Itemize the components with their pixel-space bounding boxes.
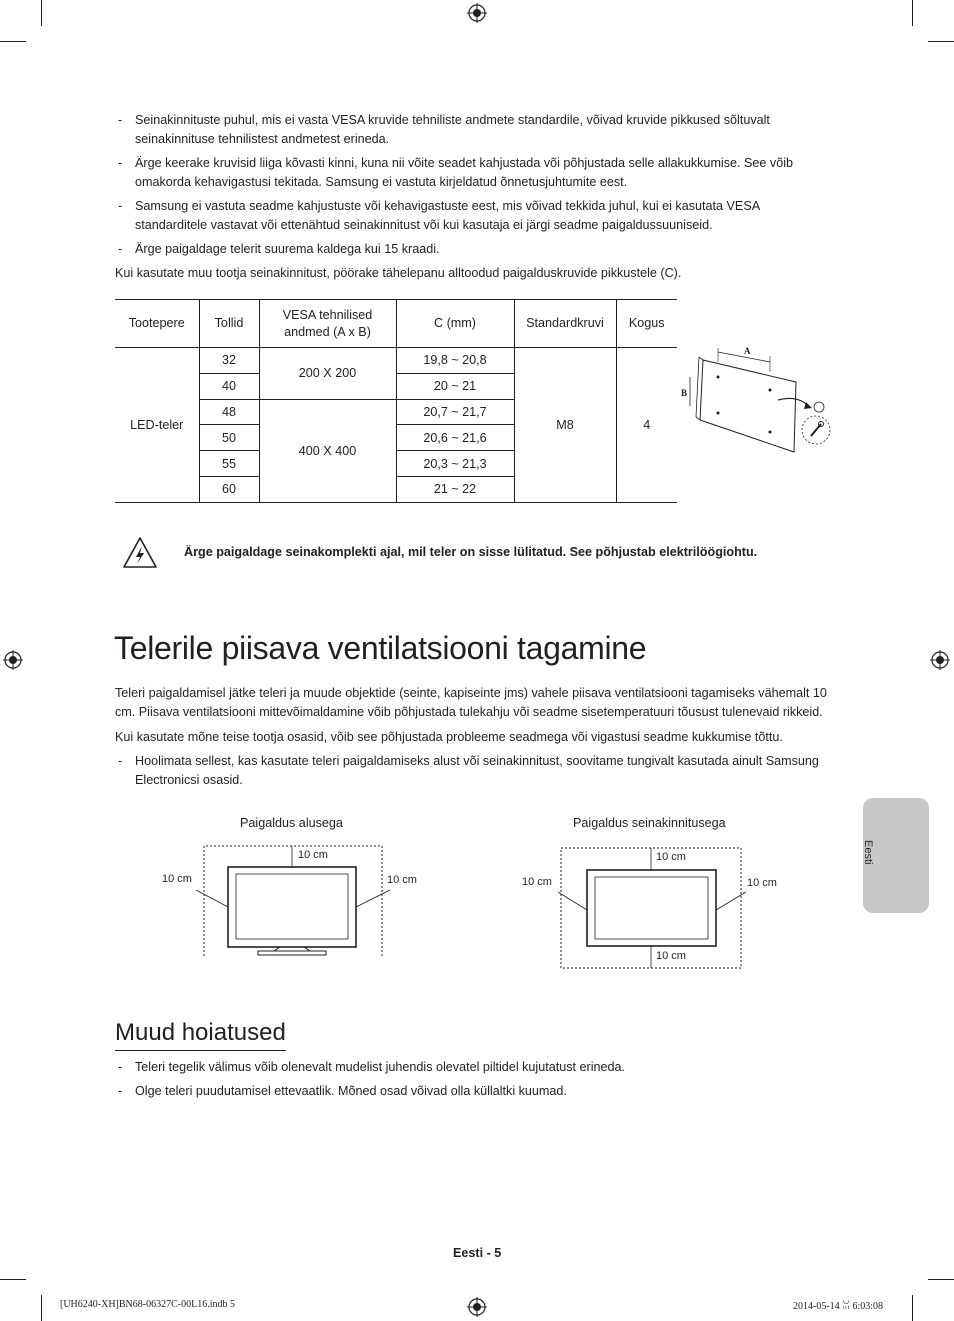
table-header: C (mm) [396,300,514,348]
table-cell: 40 [199,373,259,399]
crop-mark [928,41,954,42]
vesa-spec-table [115,299,677,503]
crop-mark [41,0,42,26]
table-header: Kogus [616,300,677,348]
table-header-row [115,300,677,348]
stand-install-label: Paigaldus alusega [240,816,343,830]
clearance-label: 10 cm [656,950,686,962]
list-item: - Hoolimata sellest, kas kasutate teleri paigaldamiseks alust või seinakinnitust, soovitame tungivalt kasutada ainult Samsung Electronicsi osasid. [118,754,819,787]
list-item: - Seinakinnituste puhul, mis ei vasta VESA kruvide tehniliste andmete standardile, võivad kruvide pikkused sõltuvalt seinakinnituse tehnilistest andmetest erineda. [118,113,770,146]
wall-mount-illustration [678,340,838,460]
table-cell: 21 ~ 22 [396,476,514,502]
electric-shock-warning-icon [122,536,158,569]
other-notes [115,1058,835,1106]
registration-mark-icon [467,1297,487,1317]
crop-mark [0,1279,26,1280]
ventilation-notes [115,752,835,795]
table-cell: 20,6 ~ 21,6 [396,425,514,451]
table-cell: 32 [199,348,259,374]
list-item: - Olge teleri puudutamisel ettevaatlik. Mõned osad võivad olla küllaltki kuumad. [118,1084,567,1098]
ventilation-paragraph: Kui kasutate mõne teise tootja osasid, võib see põhjustada probleeme seadmega või vigastusi seadme kukkumise tõttu. [115,730,783,744]
clearance-label: 10 cm [522,876,552,888]
table-cell: 55 [199,451,259,477]
dimension-b-label: B [681,388,688,398]
list-item: - Ärge keerake kruvisid liiga kõvasti kinni, kuna nii võite seadet kahjustada või põhjustada selle allakukkumise. See võib omakorda kehavigastusi tekitada. Samsung ei vastuta kirjeldatud õnnetusjuhtumite eest. [118,156,794,189]
table-header: Tollid [199,300,259,348]
page-title: Telerile piisava ventilatsiooni tagamine [114,630,647,666]
language-tab: Eesti [863,798,929,913]
footer-file-info: [UH6240-XH]BN68-06327C-00L16.indb 5 [60,1299,235,1310]
section-heading: Muud hoiatused [115,1019,286,1051]
table-cell: 19,8 ~ 20,8 [396,348,514,374]
clearance-label: 10 cm [656,851,686,863]
footer-timestamp: 2014-05-14 ꈍ 6:03:08 [793,1301,884,1312]
crop-mark [0,41,26,42]
registration-mark-icon [3,650,23,670]
warning-text: Ärge paigaldage seinakomplekti ajal, mil teler on sisse lülitatud. See põhjustab elektrilöögiohtu. [184,545,758,559]
list-item: - Samsung ei vastuta seadme kahjustuste või kehavigastuste eest, mis võivad tekkida juhul, kui ei kasutata VESA standarditele vastavat või ettenähtud seinakinnitust või kui kasutaja ei järgi seadme paigaldussuuniseid. [118,199,760,232]
page-number: Eesti - 5 [453,1246,502,1260]
table-cell: 60 [199,476,259,502]
screw-note: Kui kasutate muu tootja seinakinnitust, pöörake tähelepanu alltoodud paigalduskruvide pikkustele (C). [115,266,682,280]
table-cell: 4 [616,348,677,503]
table-cell: LED-teler [115,348,199,503]
table-row [115,348,677,374]
dimension-a-label: A [744,346,751,356]
table-cell: 400 X 400 [259,399,396,502]
clearance-label: 10 cm [747,877,777,889]
registration-mark-icon [467,3,487,23]
table-cell: M8 [514,348,616,503]
ventilation-paragraph: Teleri paigaldamisel jätke teleri ja muude objektide (seinte, kapiseinte jms) vahele piisava ventilatsiooni tagamiseks vähemalt 10 cm. Piisava ventilatsiooni mittevõimaldamine võib põhjustada tulekahju või seadme sisetemperatuuri tõusust tulenevaid rikkeid. [115,686,827,719]
table-cell: 20,3 ~ 21,3 [396,451,514,477]
table-cell: 48 [199,399,259,425]
table-cell: 20 ~ 21 [396,373,514,399]
clearance-label: 10 cm [162,873,192,885]
table-header: VESA tehnilised andmed (A x B) [259,300,396,348]
table-header: Tootepere [115,300,199,348]
wall-install-diagram [520,840,780,975]
wall-install-label: Paigaldus seinakinnitusega [573,816,726,830]
crop-mark [912,0,913,26]
crop-mark [41,1295,42,1321]
table-cell: 20,7 ~ 21,7 [396,399,514,425]
table-cell: 200 X 200 [259,348,396,400]
clearance-label: 10 cm [387,874,417,886]
registration-mark-icon [930,650,950,670]
clearance-label: 10 cm [298,849,328,861]
list-item: - Ärge paigaldage telerit suurema kaldega kui 15 kraadi. [118,242,440,256]
stand-install-diagram [160,840,420,965]
top-notes [115,111,835,264]
crop-mark [928,1279,954,1280]
table-header: Standardkruvi [514,300,616,348]
crop-mark [912,1295,913,1321]
list-item: - Teleri tegelik välimus võib olenevalt mudelist juhendis olevatel piltidel kujutatust erineda. [118,1060,626,1074]
table-cell: 50 [199,425,259,451]
